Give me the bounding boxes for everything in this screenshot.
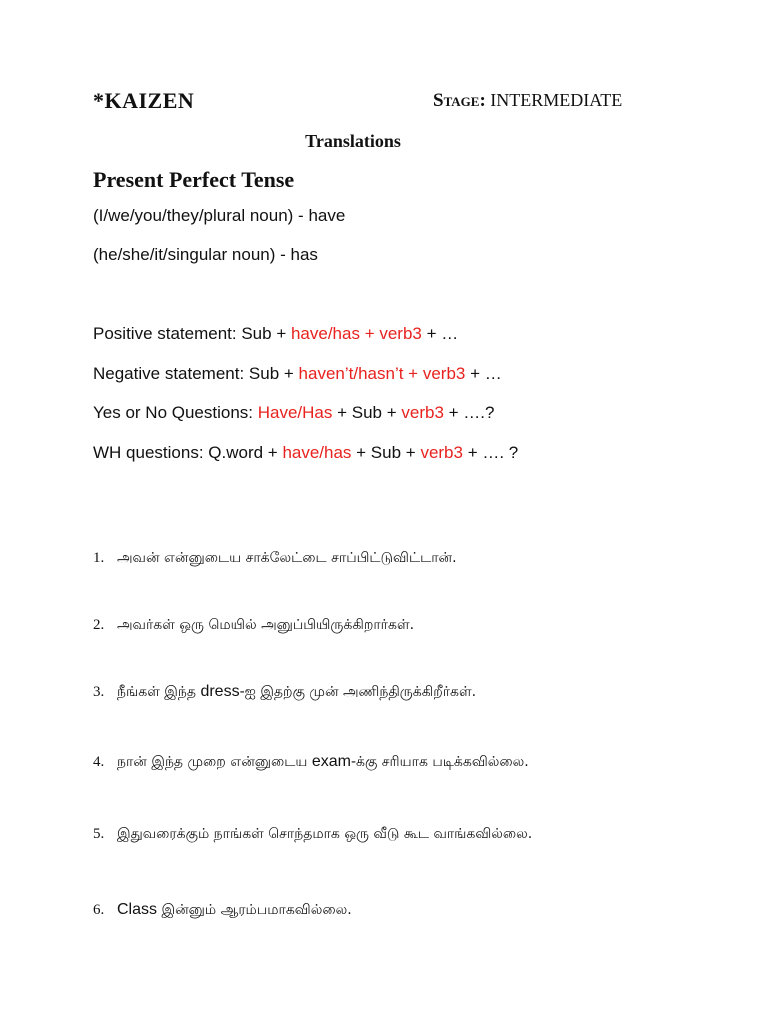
list-item [93, 901, 352, 920]
rule-negative [93, 364, 502, 384]
rule-highlight: verb3 [401, 403, 444, 422]
usage-line-has: (he/she/it/singular noun) - has [93, 245, 318, 264]
item-english-word: dress [200, 683, 240, 700]
rule-wh [93, 443, 518, 463]
stage-info [433, 90, 622, 112]
rule-highlight: have/has [282, 443, 352, 462]
rule-text: Negative statement: Sub + [93, 364, 299, 383]
brand-title: *KAIZEN [93, 88, 195, 113]
rule-yes-no [93, 403, 494, 423]
rule-text: + Sub + [332, 403, 402, 422]
item-text: இன்னும் ஆரம்பமாகவில்லை. [157, 902, 352, 918]
item-number: 3. [93, 684, 105, 700]
item-text: -க்கு சரியாக படிக்கவில்லை. [350, 754, 529, 770]
rule-highlight: have/has + verb3 [290, 324, 422, 343]
item-number: 6. [93, 902, 105, 918]
item-text: அவர்கள் ஒரு மெயில் அனுப்பியிருக்கிறார்கள். [117, 617, 415, 633]
stage-label: Stage: [433, 90, 486, 111]
list-item [93, 826, 532, 844]
rule-text: Yes or No Questions: [93, 403, 258, 422]
rule-text: + ….? [443, 403, 495, 422]
rule-highlight: verb3 [420, 443, 463, 462]
item-text: நீங்கள் இந்த [117, 684, 201, 700]
item-number: 1. [93, 550, 105, 566]
rule-text: + … [465, 364, 502, 383]
rule-text: + … [421, 324, 459, 343]
item-text: அவன் என்னுடைய சாக்லேட்டை சாப்பிட்டுவிட்டான். [117, 550, 457, 566]
list-item [93, 617, 414, 635]
item-text: -ஐ இதற்கு முன் அணிந்திருக்கிறீர்கள். [239, 684, 477, 700]
stage-value: INTERMEDIATE [490, 90, 623, 110]
item-english-word: exam [311, 753, 351, 770]
item-number: 4. [93, 754, 105, 770]
rule-text: WH questions: Q.word + [93, 443, 283, 462]
section-heading: Present Perfect Tense [93, 167, 295, 192]
list-item [93, 683, 476, 702]
item-english-word: Class [117, 901, 158, 918]
item-text: இதுவரைக்கும் நாங்கள் சொந்தமாக ஒரு வீடு கூட வாங்கவில்லை. [117, 826, 533, 842]
item-number: 2. [93, 617, 105, 633]
rule-highlight: haven’t/hasn’t + verb3 [298, 364, 466, 383]
rule-positive [93, 324, 458, 344]
item-text: நான் இந்த முறை என்னுடைய [117, 754, 312, 770]
usage-line-have: (I/we/you/they/plural noun) - have [93, 206, 346, 225]
page-subtitle: Translations [305, 131, 401, 151]
rule-text: Positive statement: Sub + [93, 324, 291, 343]
rule-text: + Sub + [351, 443, 421, 462]
rule-text: + …. ? [462, 443, 519, 462]
list-item [93, 753, 529, 772]
item-number: 5. [93, 826, 105, 842]
rule-highlight: Have/Has [257, 403, 333, 422]
list-item [93, 550, 457, 568]
